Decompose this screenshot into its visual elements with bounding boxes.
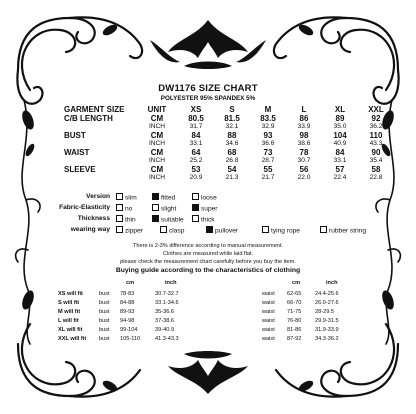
header-size: L bbox=[301, 105, 307, 114]
option-row-wearing-way bbox=[0, 226, 416, 237]
cell-inch: 22.0 bbox=[297, 174, 311, 181]
cell-inch: 20.9 bbox=[189, 174, 203, 181]
cell-cm: 81.5 bbox=[224, 114, 240, 123]
header-size: S bbox=[229, 105, 235, 114]
option-item: pullover bbox=[206, 226, 238, 235]
unit-inch: INCH bbox=[148, 123, 166, 130]
cell-cm: 57 bbox=[335, 165, 345, 174]
cell-cm: 86 bbox=[299, 114, 309, 123]
guide-fit: XS will fit bbox=[58, 291, 83, 297]
guide-row bbox=[0, 291, 416, 300]
cell-cm: 55 bbox=[263, 165, 273, 174]
guide-waist-cm: 87-92 bbox=[287, 336, 302, 342]
guide-bust-label: bust bbox=[99, 291, 110, 297]
guide-bust-cm: 84-88 bbox=[120, 300, 135, 306]
option-item: fitted bbox=[152, 193, 175, 202]
measurement-notes bbox=[0, 242, 416, 266]
option-item: slim bbox=[116, 193, 137, 202]
option-item: slight bbox=[152, 204, 176, 213]
guide-fit: S will fit bbox=[58, 300, 80, 306]
option-label: wearing way bbox=[70, 226, 110, 233]
table-row bbox=[64, 174, 394, 182]
table-row bbox=[64, 131, 394, 140]
guide-waist-cm: 81-86 bbox=[287, 327, 302, 333]
cell-cm: 64 bbox=[191, 148, 201, 157]
row-label: WAIST bbox=[64, 148, 90, 157]
size-table bbox=[64, 105, 394, 182]
guide-fit: L will fit bbox=[58, 318, 79, 324]
checkbox-icon bbox=[192, 215, 199, 222]
guide-waist-label: waist bbox=[262, 291, 275, 297]
cell-inch: 21.7 bbox=[261, 174, 275, 181]
unit-inch: INCH bbox=[148, 157, 166, 164]
cell-inch: 26.8 bbox=[225, 157, 239, 164]
guide-bust-label: bust bbox=[99, 336, 110, 342]
cell-inch: 35.0 bbox=[333, 123, 347, 130]
guide-bust-label: bust bbox=[99, 327, 110, 333]
option-label: Version bbox=[86, 193, 110, 200]
option-item: zipper bbox=[116, 226, 143, 235]
guide-waist-inch: 31.9-33.9 bbox=[315, 327, 339, 333]
cell-cm: 54 bbox=[227, 165, 237, 174]
chart-title: DW1176 SIZE CHART bbox=[158, 83, 258, 94]
guide-waist-cm: 71-75 bbox=[287, 309, 302, 315]
cell-inch: 32.9 bbox=[261, 123, 275, 130]
guide-bust-inch: 33.1-34.6 bbox=[155, 300, 179, 306]
option-item: no bbox=[116, 204, 132, 213]
option-row-elasticity bbox=[0, 204, 416, 215]
checkbox-icon bbox=[160, 226, 167, 233]
cell-cm: 90 bbox=[371, 148, 381, 157]
guide-fit: XL will fit bbox=[58, 327, 83, 333]
option-item: thick bbox=[192, 215, 215, 224]
option-row-thickness bbox=[0, 215, 416, 226]
note-line: please check the measurement chart carefully before you buy the item. bbox=[120, 259, 296, 265]
cell-inch: 43.3 bbox=[369, 140, 383, 147]
guide-bust-cm: 94-98 bbox=[120, 318, 135, 324]
checkbox-icon bbox=[320, 226, 327, 233]
guide-waist-cm: 62-65 bbox=[287, 291, 302, 297]
option-row-version bbox=[0, 193, 416, 204]
cell-cm: 104 bbox=[333, 131, 347, 140]
row-label: C/B LENGTH bbox=[64, 114, 113, 123]
cell-inch: 34.6 bbox=[225, 140, 239, 147]
cell-cm: 110 bbox=[369, 131, 383, 140]
row-label: BUST bbox=[64, 131, 86, 140]
cell-inch: 28.7 bbox=[261, 157, 275, 164]
header-garment-size: GARMENT SIZE bbox=[64, 105, 125, 114]
cell-inch: 32.1 bbox=[225, 123, 239, 130]
guide-fit: XXL will fit bbox=[58, 336, 87, 342]
unit-cm: CM bbox=[150, 148, 164, 157]
guide-waist-inch: 24.4-25.6 bbox=[315, 291, 339, 297]
guide-bust-label: bust bbox=[99, 309, 110, 315]
guide-row bbox=[0, 300, 416, 309]
cell-cm: 89 bbox=[335, 114, 345, 123]
cell-inch: 36.6 bbox=[261, 140, 275, 147]
table-row bbox=[64, 123, 394, 131]
option-item: loose bbox=[192, 193, 217, 202]
unit-cm: CM bbox=[150, 131, 164, 140]
header-unit: UNIT bbox=[147, 105, 167, 114]
cell-cm: 98 bbox=[299, 131, 309, 140]
table-row bbox=[64, 157, 394, 165]
cell-cm: 68 bbox=[227, 148, 237, 157]
table-row bbox=[64, 114, 394, 123]
guide-row bbox=[0, 309, 416, 318]
checkbox-icon bbox=[116, 193, 123, 200]
unit-inch: INCH bbox=[148, 140, 166, 147]
guide-bust-inch: 35-36.6 bbox=[155, 309, 174, 315]
cell-inch: 33.1 bbox=[189, 140, 203, 147]
option-item: suitable bbox=[152, 215, 184, 224]
guide-waist-cm: 76-80 bbox=[287, 318, 302, 324]
guide-waist-label: waist bbox=[262, 309, 275, 315]
option-item: thin bbox=[116, 215, 136, 224]
cell-cm: 80.5 bbox=[188, 114, 204, 123]
checkbox-icon bbox=[262, 226, 269, 233]
garment-options bbox=[0, 193, 416, 237]
cell-cm: 73 bbox=[263, 148, 273, 157]
cell-inch: 40.9 bbox=[333, 140, 347, 147]
header-size: XXL bbox=[368, 105, 384, 114]
guide-header-inch: inch bbox=[165, 280, 177, 286]
cell-cm: 83.5 bbox=[260, 114, 276, 123]
guide-waist-inch: 29.9-31.5 bbox=[315, 318, 339, 324]
checkbox-icon bbox=[116, 204, 123, 211]
guide-fit: M will fit bbox=[58, 309, 81, 315]
cell-inch: 33.1 bbox=[333, 157, 347, 164]
cell-cm: 53 bbox=[191, 165, 201, 174]
checkbox-icon bbox=[116, 215, 123, 222]
guide-bust-inch: 41.3-43.3 bbox=[155, 336, 179, 342]
cell-inch: 38.6 bbox=[297, 140, 311, 147]
cell-cm: 93 bbox=[263, 131, 273, 140]
table-row bbox=[64, 148, 394, 157]
checkbox-icon bbox=[192, 204, 199, 211]
cell-inch: 21.3 bbox=[225, 174, 239, 181]
checkbox-icon bbox=[116, 226, 123, 233]
cell-cm: 84 bbox=[191, 131, 201, 140]
option-item: clasp bbox=[160, 226, 184, 235]
option-item: rubber string bbox=[320, 226, 366, 235]
cell-inch: 35.4 bbox=[369, 157, 383, 164]
guide-waist-inch: 28-29.5 bbox=[315, 309, 334, 315]
checkbox-icon bbox=[152, 204, 159, 211]
cell-cm: 92 bbox=[371, 114, 381, 123]
unit-cm: CM bbox=[150, 114, 164, 123]
guide-header-inch: inch bbox=[326, 280, 338, 286]
cell-inch: 25.2 bbox=[189, 157, 203, 164]
option-item: tying rope bbox=[262, 226, 300, 235]
header-size: XS bbox=[190, 105, 202, 114]
table-header-row bbox=[64, 105, 394, 114]
option-label: Thickness bbox=[77, 215, 110, 222]
buying-guide-title: Buying guide according to the characteristics of clothing bbox=[115, 267, 301, 274]
option-label: Fabric-Elasticity bbox=[59, 204, 110, 211]
cell-cm: 58 bbox=[371, 165, 381, 174]
cell-cm: 88 bbox=[227, 131, 237, 140]
guide-waist-cm: 66-70 bbox=[287, 300, 302, 306]
cell-inch: 22.4 bbox=[333, 174, 347, 181]
guide-waist-label: waist bbox=[262, 318, 275, 324]
cell-cm: 84 bbox=[335, 148, 345, 157]
guide-waist-inch: 26.0-27.6 bbox=[315, 300, 339, 306]
cell-inch: 22.8 bbox=[369, 174, 383, 181]
checkbox-icon bbox=[192, 193, 199, 200]
guide-row bbox=[0, 318, 416, 327]
row-label: SLEEVE bbox=[64, 165, 96, 174]
table-row bbox=[64, 165, 394, 174]
guide-bust-inch: 39-40.9 bbox=[155, 327, 174, 333]
guide-header-cm: cm bbox=[292, 280, 301, 286]
option-item: super bbox=[192, 204, 218, 213]
guide-bust-cm: 105-110 bbox=[120, 336, 141, 342]
unit-cm: CM bbox=[150, 165, 164, 174]
cell-cm: 78 bbox=[299, 148, 309, 157]
header-size: XL bbox=[334, 105, 346, 114]
note-line: There is 2-3% difference according to manual measurement. bbox=[132, 243, 284, 249]
guide-waist-inch: 34.3-36.2 bbox=[315, 336, 339, 342]
checkbox-icon bbox=[206, 226, 213, 233]
guide-waist-label: waist bbox=[262, 300, 275, 306]
guide-header-cm: cm bbox=[126, 280, 135, 286]
guide-bust-cm: 99-104 bbox=[120, 327, 138, 333]
note-line: Clothes are measured while laid flat. bbox=[162, 251, 254, 257]
table-row bbox=[64, 140, 394, 148]
guide-bust-inch: 30.7-32.7 bbox=[155, 291, 179, 297]
cell-inch: 31.7 bbox=[189, 123, 203, 130]
guide-bust-inch: 37-38.6 bbox=[155, 318, 174, 324]
header-size: M bbox=[264, 105, 272, 114]
cell-inch: 36.2 bbox=[369, 123, 383, 130]
unit-inch: INCH bbox=[148, 174, 166, 181]
checkbox-icon bbox=[152, 193, 159, 200]
guide-row bbox=[0, 336, 416, 345]
guide-bust-label: bust bbox=[99, 300, 110, 306]
guide-bust-cm: 89-93 bbox=[120, 309, 135, 315]
guide-bust-cm: 78-83 bbox=[120, 291, 135, 297]
guide-row bbox=[0, 327, 416, 336]
guide-waist-label: waist bbox=[262, 336, 275, 342]
material-composition: POLYESTER 95% SPANDEX 5% bbox=[160, 95, 256, 102]
guide-bust-label: bust bbox=[99, 318, 110, 324]
cell-inch: 33.9 bbox=[297, 123, 311, 130]
cell-inch: 30.7 bbox=[297, 157, 311, 164]
checkbox-icon bbox=[152, 215, 159, 222]
cell-cm: 56 bbox=[299, 165, 309, 174]
guide-waist-label: waist bbox=[262, 327, 275, 333]
